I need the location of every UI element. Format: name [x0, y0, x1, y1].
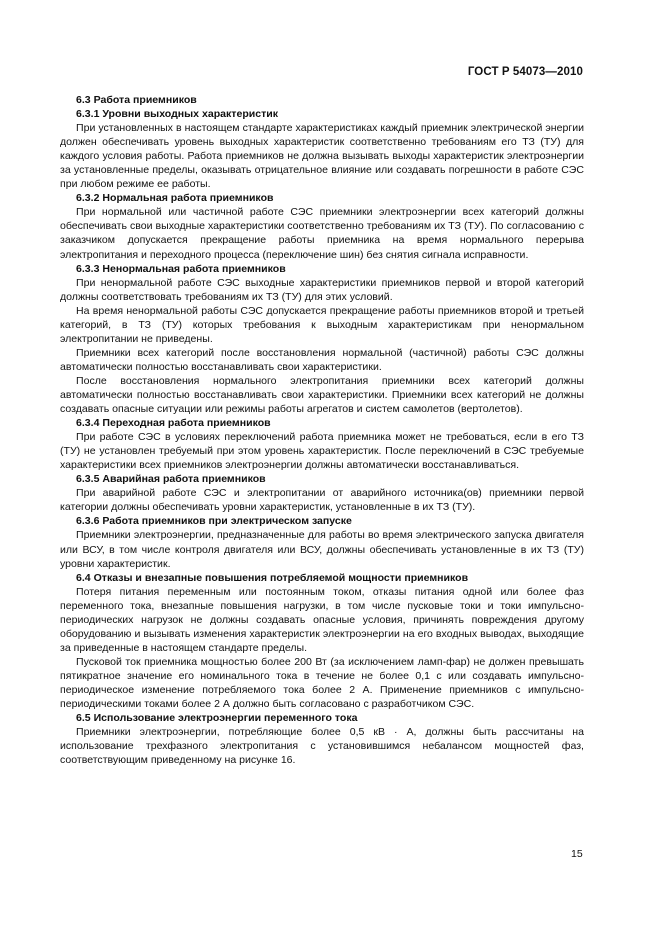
section-heading: 6.3.2 Нормальная работа приемников	[76, 192, 274, 205]
paragraph: На время ненормальной работы СЭС допускается прекращение работы приемников второй и третьей категорий, в ТЗ (ТУ) которых требования к выходным характеристикам при ненормальном электропитании не приведены.	[60, 304, 584, 345]
section-heading: 6.3 Работа приемников	[76, 94, 197, 106]
page-number: 15	[571, 848, 583, 860]
section-heading: 6.5 Использование электроэнергии переменного тока	[76, 712, 358, 725]
paragraph: Приемники всех категорий после восстановления нормальной (частичной) работы СЭС должны автоматически полностью восстанавливать свои характеристики.	[60, 346, 584, 373]
paragraph: При нормальной или частичной работе СЭС приемники электроэнергии всех категорий должны обеспечивать свои выходные характеристики соответственно требованиям их ТЗ (ТУ). По согласованию с заказчиком допускается прекращение работы приемника на время нормального перерыва электропитания и переходного процесса (переключение шин) без снятия сигнала исправности.	[60, 206, 584, 261]
paragraph: Пусковой ток приемника мощностью более 200 Вт (за исключением ламп-фар) не должен превышать пятикратное значение его номинального тока в течение не более 0,1 с или создавать импульсно-периодическое изменение потребляемого тока более 2 А. Применение приемников с импульсно-периодическими токами более 2 А должно быть согласовано с разработчиком СЭС.	[60, 655, 584, 711]
section-heading: 6.3.5 Аварийная работа приемников	[76, 473, 266, 486]
paragraph: При установленных в настоящем стандарте характеристиках каждый приемник электрической энергии должен обеспечивать уровень выходных характеристик соответственно требованиям его ТЗ (ТУ) для каждого условия работы. Работа приемников не должна вызывать выходы характеристик электроэнергии за установленные пределы, оказывать отрицательное влияние или создавать погрешности в работе СЭС при любом режиме ее работы.	[60, 122, 584, 191]
paragraph: При аварийной работе СЭС и электропитании от аварийного источника(ов) приемники первой категории должны обеспечивать уровни характеристик, установленные в их ТЗ (ТУ).	[60, 487, 584, 514]
section-heading: 6.3.1 Уровни выходных характеристик	[76, 108, 279, 121]
paragraph: Потеря питания переменным или постоянным током, отказы питания одной или более фаз переменного тока, внезапные повышения нагрузки, в том числе пусковые токи и токи импульсно-периодических нагрузок не должны создавать опасные условия, причинять повреждения другому оборудованию и вызывать изменения характеристик электроэнергии на его входных выводах, выходящие за приведенные в настоящем стандарте пределы.	[60, 585, 584, 654]
document-body	[60, 93, 584, 767]
section-heading: 6.4 Отказы и внезапные повышения потребляемой мощности приемников	[76, 571, 469, 584]
document-header: ГОСТ Р 54073—2010	[467, 66, 583, 78]
section-heading: 6.3.4 Переходная работа приемников	[76, 417, 271, 430]
section-heading: 6.3.6 Работа приемников при электрическом запуске	[76, 515, 352, 528]
section-heading: 6.3.3 Ненормальная работа приемников	[76, 262, 286, 275]
paragraph: При ненормальной работе СЭС выходные характеристики приемников первой и второй категорий должны соответствовать требованиям их ТЗ (ТУ) для этих условий.	[60, 276, 584, 303]
paragraph: После восстановления нормального электропитания приемники всех категорий должны автоматически полностью восстанавливать свои характеристики. Приемники всех категорий не должны создавать опасные ситуации или режимы работы агрегатов и систем самолетов (вертолетов).	[60, 374, 584, 416]
paragraph: Приемники электроэнергии, потребляющие более 0,5 кВ · А, должны быть рассчитаны на использование трехфазного электропитания с установившимся небалансом мощностей фаз, соответствующим приведенному на рисунке 16.	[60, 726, 584, 767]
paragraph: При работе СЭС в условиях переключений работа приемника может не требоваться, если в его ТЗ (ТУ) не установлен требуемый при этом уровень характеристик. После переключений в СЭС требуемые характеристики всех приемников электроэнергии должны автоматически восстанавливаться.	[60, 431, 584, 472]
paragraph: Приемники электроэнергии, предназначенные для работы во время электрического запуска двигателя или ВСУ, в том числе контроля двигателя или ВСУ, должны обеспечивать установленные в их ТЗ (ТУ) уровни характеристик.	[60, 529, 584, 570]
